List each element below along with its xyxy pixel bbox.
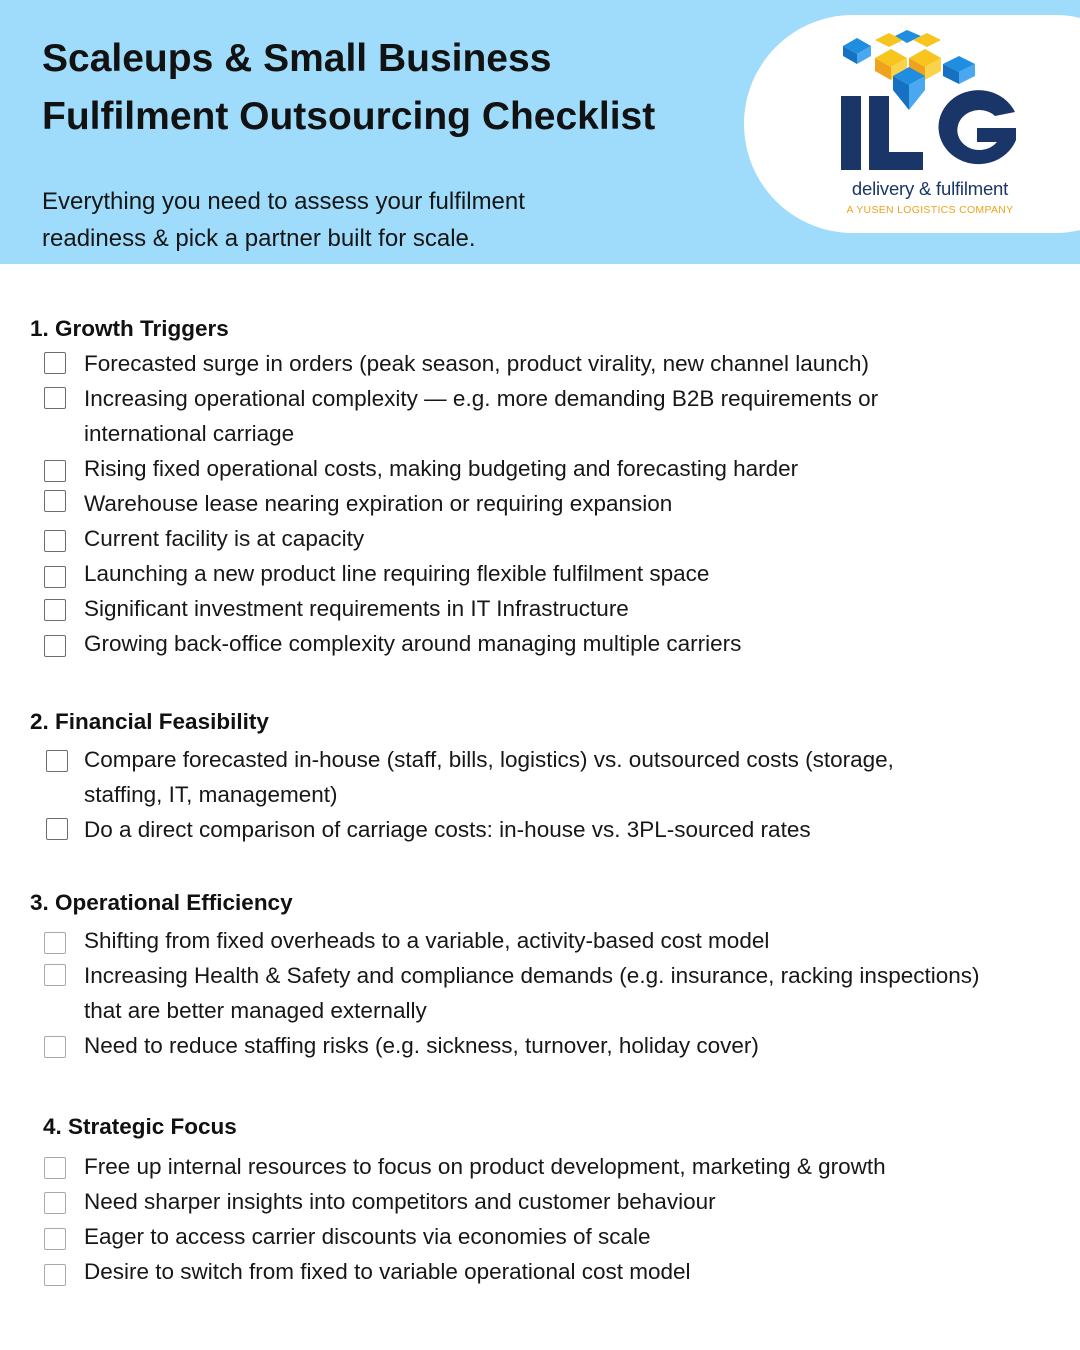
logo-company-name: A YUSEN LOGISTICS COMPANY — [846, 204, 1014, 216]
checklist-item: Compare forecasted in-house (staff, bills, logistics) vs. outsourced costs (storage, staffing, IT, management) — [84, 747, 894, 807]
header-banner — [0, 0, 1080, 264]
checkbox[interactable] — [44, 352, 66, 374]
checkbox[interactable] — [46, 818, 68, 840]
checkbox[interactable] — [44, 964, 66, 986]
checkbox[interactable] — [44, 599, 66, 621]
section-heading-financial-feasibility: 2. Financial Feasibility — [30, 709, 269, 734]
ilg-logo — [835, 28, 1025, 223]
page-subtitle-line-2: readiness & pick a partner built for scale. — [42, 225, 476, 252]
checklist-item: Significant investment requirements in IT Infrastructure — [84, 596, 629, 621]
checklist-item: Need sharper insights into competitors and customer behaviour — [84, 1189, 716, 1214]
checklist-item: Growing back-office complexity around managing multiple carriers — [84, 631, 742, 656]
checkbox[interactable] — [44, 490, 66, 512]
checkbox[interactable] — [44, 530, 66, 552]
checkbox[interactable] — [44, 566, 66, 588]
ilg-wordmark — [841, 90, 1016, 170]
checklist-item: Shifting from fixed overheads to a variable, activity-based cost model — [84, 928, 770, 953]
checklist-item: Need to reduce staffing risks (e.g. sickness, turnover, holiday cover) — [84, 1033, 759, 1058]
checkbox[interactable] — [44, 1192, 66, 1214]
checkbox[interactable] — [44, 1036, 66, 1058]
checklist-item: Increasing Health & Safety and compliance demands (e.g. insurance, racking inspections) that are better managed externally — [84, 963, 980, 1023]
checklist-item: Eager to access carrier discounts via economies of scale — [84, 1224, 651, 1249]
section-heading-operational-efficiency: 3. Operational Efficiency — [30, 890, 293, 915]
page-subtitle — [42, 183, 525, 257]
page-title-line-2: Fulfilment Outsourcing Checklist — [42, 95, 656, 138]
checkbox[interactable] — [44, 1228, 66, 1250]
section-heading-growth-triggers: 1. Growth Triggers — [30, 316, 229, 341]
checklist-item: Current facility is at capacity — [84, 526, 365, 551]
checkbox[interactable] — [44, 635, 66, 657]
ilg-logo-mark — [835, 28, 1025, 178]
page-subtitle-line-1: Everything you need to assess your fulfilment — [42, 188, 525, 215]
checkbox[interactable] — [44, 1157, 66, 1179]
checkbox[interactable] — [44, 932, 66, 954]
checkbox[interactable] — [44, 460, 66, 482]
checklist-item: Free up internal resources to focus on product development, marketing & growth — [84, 1154, 886, 1179]
checklist-item: Launching a new product line requiring flexible fulfilment space — [84, 561, 710, 586]
checkbox[interactable] — [44, 1264, 66, 1286]
section-heading-strategic-focus: 4. Strategic Focus — [43, 1114, 237, 1139]
checklist-item: Rising fixed operational costs, making budgeting and forecasting harder — [84, 456, 799, 481]
checkbox[interactable] — [46, 750, 68, 772]
checklist-item: Desire to switch from fixed to variable operational cost model — [84, 1259, 691, 1284]
logo-tagline: delivery & fulfilment — [851, 178, 1009, 199]
checkbox[interactable] — [44, 387, 66, 409]
checklist-item: Do a direct comparison of carriage costs: in-house vs. 3PL-sourced rates — [84, 817, 811, 842]
page-title-line-1: Scaleups & Small Business — [42, 37, 552, 80]
checklist-item: Forecasted surge in orders (peak season, product virality, new channel launch) — [84, 351, 869, 376]
checklist-item: Increasing operational complexity — e.g. more demanding B2B requirements or international carriage — [84, 386, 879, 446]
checklist-item: Warehouse lease nearing expiration or requiring expansion — [84, 491, 673, 516]
page-title — [42, 30, 655, 146]
